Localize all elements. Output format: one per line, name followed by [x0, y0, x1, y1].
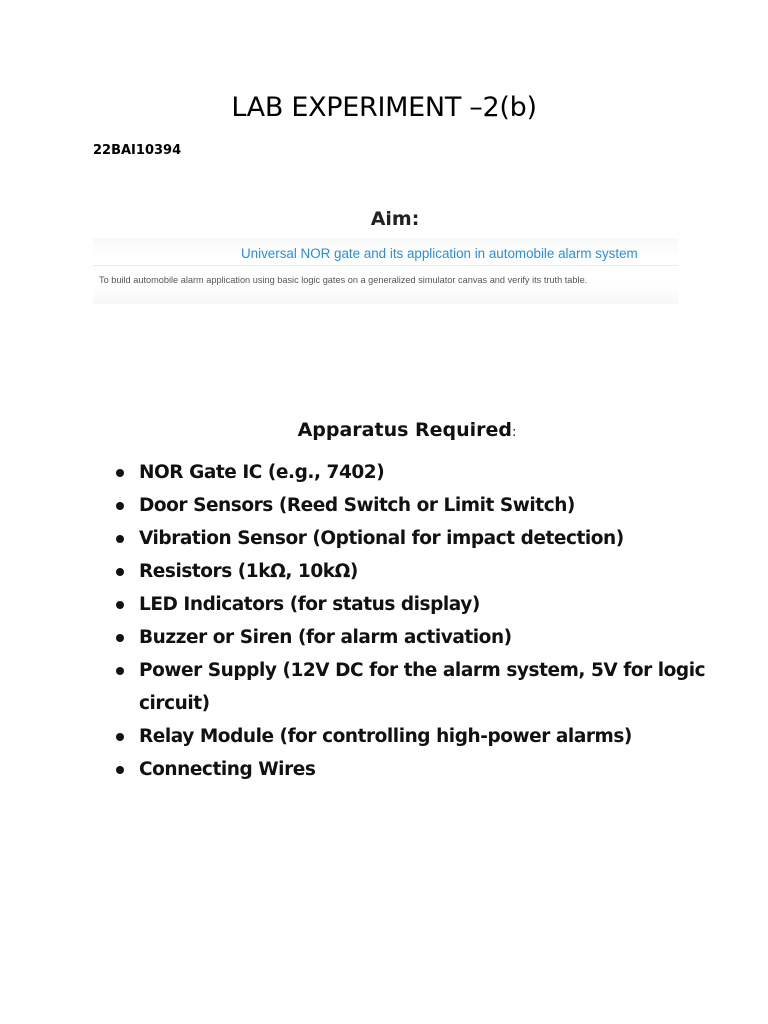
- bullet-icon: [116, 535, 124, 543]
- apparatus-item: [116, 654, 716, 720]
- apparatus-item-text: NOR Gate IC (e.g., 7402): [139, 462, 385, 483]
- apparatus-item: [116, 555, 716, 588]
- apparatus-list: [116, 456, 716, 786]
- roll-number: 22BAI10394: [93, 143, 182, 158]
- bullet-icon: [116, 568, 124, 576]
- apparatus-item-text: Power Supply (12V DC for the alarm system, 5V for logic circuit): [139, 660, 706, 714]
- apparatus-item: [116, 489, 716, 522]
- apparatus-item: [116, 456, 716, 489]
- bullet-icon: [116, 601, 124, 609]
- apparatus-item-text: Door Sensors (Reed Switch or Limit Switch): [139, 495, 575, 516]
- apparatus-heading-label: Apparatus Required: [297, 419, 513, 441]
- apparatus-heading: [0, 416, 768, 447]
- apparatus-item-text: Buzzer or Siren (for alarm activation): [139, 627, 512, 648]
- aim-screenshot-image: [93, 238, 678, 304]
- apparatus-item: [116, 753, 716, 786]
- aim-image-subtitle: Universal NOR gate and its application in automobile alarm system: [241, 246, 638, 261]
- aim-image-text: To build automobile alarm application using basic logic gates on a generalized simulator canvas and verify its truth table.: [99, 275, 588, 285]
- apparatus-item-text: Connecting Wires: [139, 759, 316, 780]
- apparatus-item-text: Relay Module (for controlling high-power alarms): [139, 726, 632, 747]
- aim-image-divider: [93, 265, 678, 266]
- apparatus-item-text: Resistors (1kΩ, 10kΩ): [139, 561, 358, 582]
- page-title: LAB EXPERIMENT –2(b): [231, 92, 537, 123]
- bullet-icon: [116, 469, 124, 477]
- bullet-icon: [116, 733, 124, 741]
- bullet-icon: [116, 634, 124, 642]
- apparatus-item-text: Vibration Sensor (Optional for impact detection): [139, 528, 624, 549]
- apparatus-item-text: LED Indicators (for status display): [139, 594, 480, 615]
- bullet-icon: [116, 667, 124, 675]
- apparatus-item: [116, 621, 716, 654]
- bullet-icon: [116, 766, 124, 774]
- apparatus-item: [116, 522, 716, 555]
- apparatus-item: [116, 588, 716, 621]
- apparatus-item: [116, 720, 716, 753]
- apparatus-heading-colon: :: [512, 425, 517, 440]
- aim-heading: Aim:: [370, 208, 420, 230]
- bullet-icon: [116, 502, 124, 510]
